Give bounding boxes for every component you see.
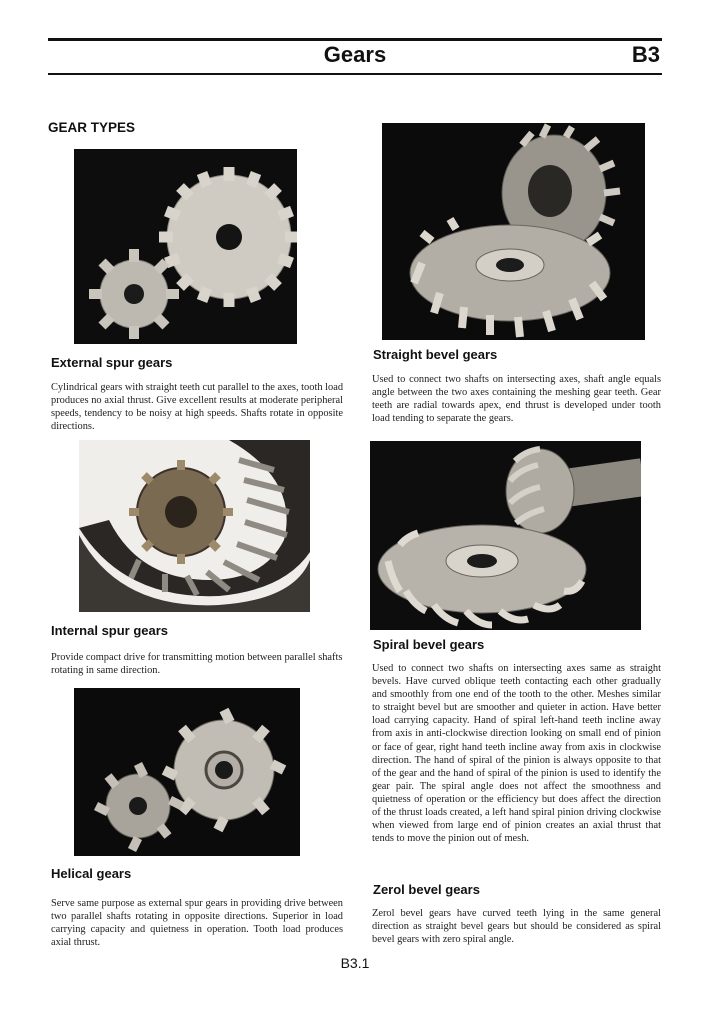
straight-bevel-gears-photo [382, 123, 645, 340]
internal-spur-gears-text: Provide compact drive for transmitting motion between parallel shafts rotating in same direction. [51, 652, 343, 677]
internal-spur-gears-title: Internal spur gears [51, 623, 169, 638]
internal-spur-gears-photo [79, 440, 310, 612]
helical-gears-title: Helical gears [51, 866, 132, 881]
zerol-bevel-gears-title: Zerol bevel gears [373, 882, 480, 897]
straight-bevel-gears-text: Used to connect two shafts on intersecting axes, shaft angle equals angle between the two axes containing the meshing gear teeth. Gear teeth are radial towards apex, end thrust is developed under tooth load tending to separate the gears. [372, 374, 661, 425]
helical-gears-image [74, 688, 300, 856]
spiral-bevel-gears-text: Used to connect two shafts on intersecting axes same as straight bevels. Have curved oblique teeth contacting each other gradually and smoothly from one end of the tooth to the other. Meshes similar to straight bevel but are smoother and quieter in action. Have better load carrying capacity. Hand of spiral left-hand teeth incline away from axis in anti-clockwise direction looking on small end of pinion or face of gear, right hand teeth incline away from axis in clockwise direction. The hand of spiral of the pinion is always opposite to that of the gear and the hand of spiral of the pinion is used to identify the gear pair. The spiral angle does not affect the smoothness and quietness of operation or the efficiency but does affect the direction of the thrust loads created, a left hand spiral pinion driving clockwise when viewed from large end of pinion creates an axial thrust that tends to move the pinion out of mesh. [372, 663, 661, 845]
helical-gears-text: Serve same purpose as external spur gears in providing drive between two parallel shafts rotating in opposite directions. Superior in load carrying capacity and quietness in operation. Tooth load produces axial thrust. [51, 898, 343, 949]
external-spur-gears-text: Cylindrical gears with straight teeth cut parallel to the axes, tooth load produces no axial thrust. Give excellent results at moderate peripheral speeds, tendency to be noisy at high speeds. Shafts rotate in opposite directions. [51, 382, 344, 433]
page-title: Gears [323, 42, 387, 67]
header-bottom-rule [48, 73, 662, 75]
external-spur-gears-image [74, 149, 297, 344]
external-spur-gears-title: External spur gears [51, 355, 173, 370]
straight-bevel-gears-title: Straight bevel gears [373, 347, 498, 362]
spiral-bevel-gears-photo [370, 441, 641, 630]
header-top-rule [48, 38, 662, 41]
straight-bevel-gears-image [382, 123, 645, 340]
zerol-bevel-gears-text: Zerol bevel gears have curved teeth lying in the same general direction as straight bevel gears but should be considered as spiral bevel gears with zero spiral angle. [372, 908, 661, 946]
spiral-bevel-gears-title: Spiral bevel gears [373, 637, 485, 652]
gear-types-heading: GEAR TYPES [48, 120, 136, 135]
helical-gears-photo [74, 688, 300, 856]
page-number: B3.1 [340, 955, 370, 971]
spiral-bevel-gears-image [370, 441, 641, 630]
external-spur-gears-photo [74, 149, 297, 344]
section-code: B3 [631, 42, 660, 67]
internal-spur-gears-image [79, 440, 310, 612]
